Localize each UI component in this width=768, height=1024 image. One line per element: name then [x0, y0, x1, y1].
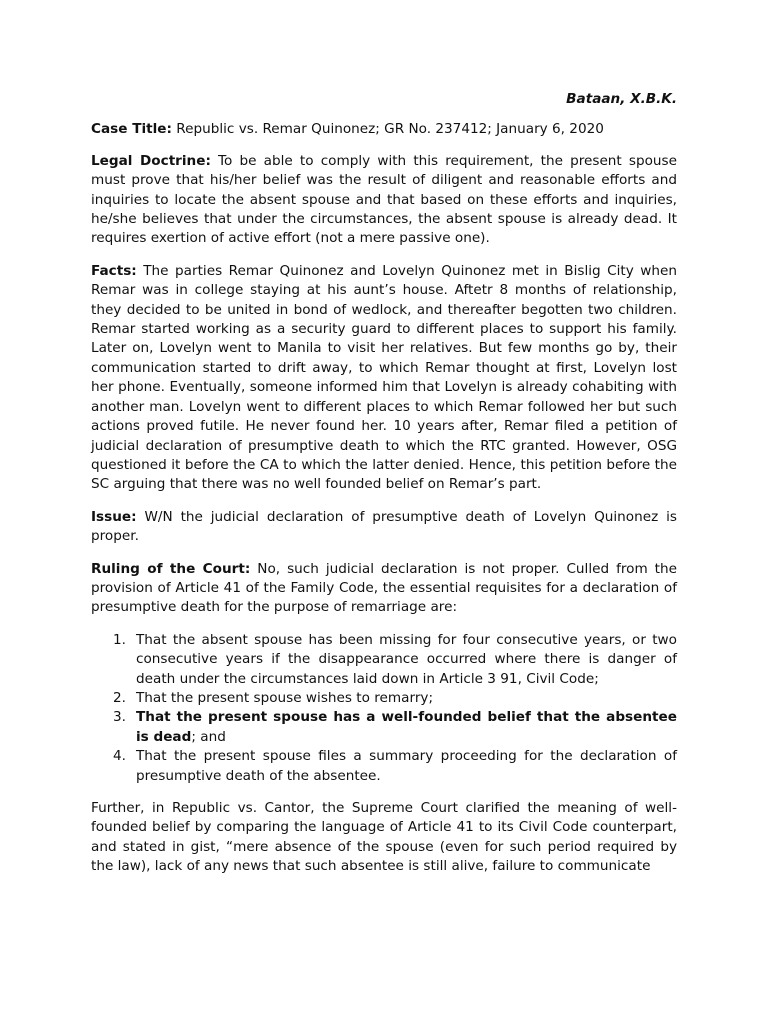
facts-label: Facts:: [91, 262, 137, 279]
requisite-number: 3.: [113, 709, 126, 726]
case-title-text: Republic vs. Remar Quinonez; GR No. 237412; January 6, 2020: [171, 121, 604, 138]
requisite-text: That the present spouse wishes to remarry;: [136, 689, 434, 706]
requisite-number: 4.: [113, 748, 126, 765]
case-title-paragraph: [91, 120, 677, 139]
author-name: Bataan, X.B.K.: [566, 91, 677, 107]
legal-doctrine-label: Legal Doctrine:: [91, 152, 211, 169]
issue-text: W/N the judicial declaration of presumptive death of Lovelyn Quinonez is proper.: [91, 508, 677, 545]
issue-label: Issue:: [91, 508, 137, 525]
further-paragraph: Further, in Republic vs. Cantor, the Supreme Court clarified the meaning of well-founded belief by comparing the language of Article 41 to its Civil Code counterpart, and stated in gist, “mere absence of the spouse (even for such period required by the law), lack of any news that such absentee is still alive, failure to communicate: [91, 800, 677, 875]
requisite-number: 1.: [113, 631, 126, 648]
facts-text: The parties Remar Quinonez and Lovelyn Quinonez met in Bislig City when Remar was in college staying at his aunt’s house. Aftetr 8 months of relationship, they decided to be united in bond of wedlock, and thereafter begotten two children. Remar started working as a security guard to different places to support his family. Later on, Lovelyn went to Manila to visit her relatives. But few months go by, their communication started to drift away, to which Remar thought at first, Lovelyn lost her phone. Eventually, someone informed him that Lovelyn is already cohabiting with another man. Lovelyn went to different places to which Remar followed her but such actions proved futile. He never found her. 10 years after, Remar filed a petition of judicial declaration of presumptive death to which the RTC granted. However, OSG questioned it before the CA to which the latter denied. Hence, this petition before the SC arguing that there was no well founded belief on Remar’s part.: [91, 262, 677, 493]
ruling-paragraph: [91, 560, 677, 618]
requisites-list: [91, 631, 677, 786]
requisite-item: [91, 747, 677, 786]
facts-paragraph: [91, 262, 677, 495]
requisite-text: That the present spouse files a summary proceeding for the declaration of presumptive death of the absentee.: [136, 748, 677, 784]
requisite-text: ; and: [191, 728, 226, 745]
issue-paragraph: [91, 508, 677, 547]
requisite-number: 2.: [113, 689, 126, 706]
requisite-bold-text: That the present spouse has a well-founded belief that the absentee is dead: [136, 709, 677, 745]
case-title-label: Case Title:: [91, 121, 172, 138]
ruling-text: No, such judicial declaration is not proper. Culled from the provision of Article 41 of the Family Code, the essential requisites for a declaration of presumptive death for the purpose of remarriage are:: [91, 560, 677, 616]
requisite-item: [91, 689, 677, 708]
requisite-item: [91, 631, 677, 689]
ruling-label: Ruling of the Court:: [91, 560, 251, 577]
requisite-text: That the absent spouse has been missing for four consecutive years, or two consecutive years if the disappearance occurred where there is danger of death under the circumstances laid down in Article 3 91, Civil Code;: [136, 631, 677, 687]
document-page: [91, 90, 677, 890]
legal-doctrine-text: To be able to comply with this requirement, the present spouse must prove that his/her belief was the result of diligent and reasonable efforts and inquiries to locate the absent spouse and that based on these efforts and inquiries, he/she believes that under the circumstances, the absent spouse is already dead. It requires exertion of active effort (not a mere passive one).: [91, 152, 677, 247]
legal-doctrine-paragraph: [91, 152, 677, 249]
requisite-item: [91, 708, 677, 747]
